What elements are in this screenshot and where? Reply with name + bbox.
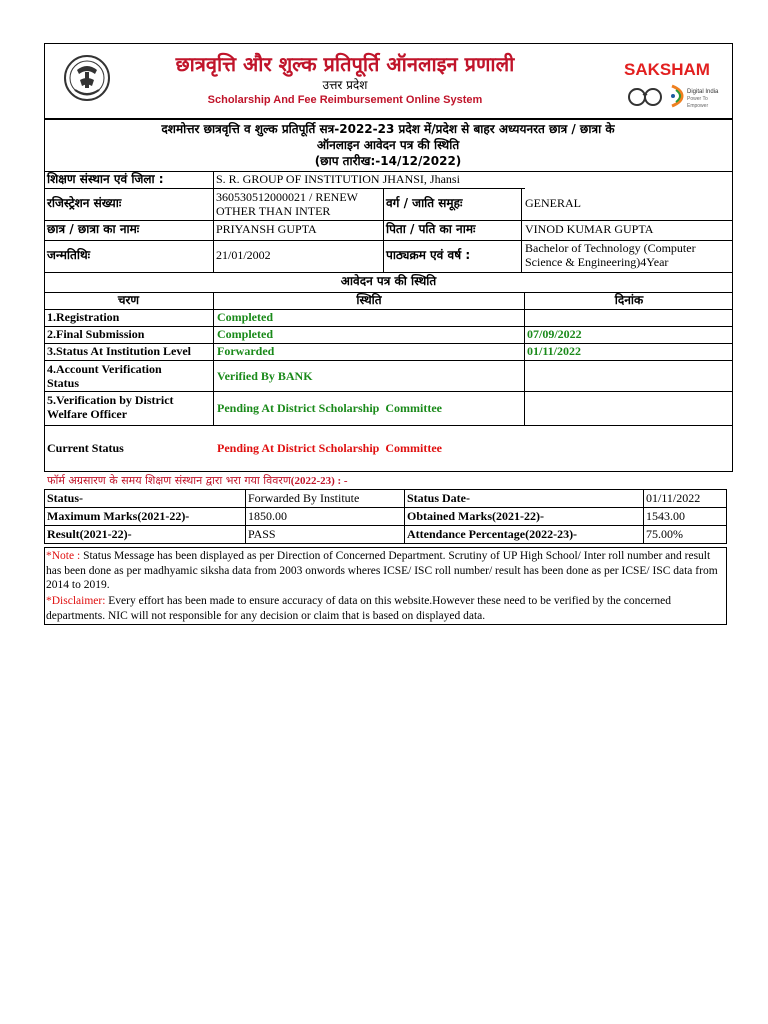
digital-india-text: Digital India [687, 89, 719, 95]
table-row-status: Forwarded [217, 344, 275, 358]
table-row-date [527, 311, 727, 325]
table-row-status: Pending At District Scholarship Committee [217, 401, 442, 415]
table-row-stage-line-2: Status [47, 376, 80, 390]
table-row-status: Completed [217, 327, 273, 341]
institute-section-title-year: (2022-23) : - [290, 475, 348, 487]
category-value: GENERAL [525, 196, 581, 210]
dob-value: 21/01/2002 [216, 248, 271, 262]
saksham-logo: SAKSHAM [624, 60, 710, 79]
header-title-english: Scholarship And Fee Reimbursement Online System [207, 94, 483, 106]
table-row-stage: 2.Final Submission [47, 327, 145, 341]
disclaimer-label: *Disclaimer: [46, 595, 106, 607]
father-name-value: VINOD KUMAR GUPTA [525, 222, 654, 236]
gandhi-glasses-icon [627, 86, 663, 108]
institution-value: S. R. GROUP OF INSTITUTION JHANSI, Jhansi [216, 172, 460, 186]
col-status-header: स्थिति [356, 293, 382, 307]
father-name-label: पिता / पति का नामः [386, 222, 476, 236]
table-row-status: Verified By BANK [217, 369, 313, 383]
category-label: वर्ग / जाति समूहः [386, 196, 463, 210]
current-status-label: Current Status [47, 441, 124, 455]
status-table-title: आवेदन पत्र की स्थिति [340, 274, 437, 288]
registration-value-line-2: OTHER THAN INTER [216, 204, 331, 218]
max-marks-label: Maximum Marks(2021-22)- [47, 509, 190, 523]
obtained-marks-label: Obtained Marks(2021-22)- [407, 509, 544, 523]
disclaimer-paragraph [46, 594, 724, 624]
inst-status-date-value: 01/11/2022 [646, 491, 701, 505]
inst-status-label: Status- [47, 491, 84, 505]
course-value-line-1: Bachelor of Technology (Computer [525, 241, 696, 255]
table-row-date [527, 402, 727, 416]
institution-label: शिक्षण संस्थान एवं जिला : [47, 172, 164, 186]
up-emblem-icon [63, 52, 111, 106]
registration-label: रजिस्ट्रेशन संख्याः [47, 196, 122, 210]
table-row-stage: 3.Status At Institution Level [47, 344, 192, 358]
table-row-stage: 1.Registration [47, 310, 120, 324]
table-row-stage-line-1: 4.Account Verification [47, 362, 162, 376]
table-row-date: 07/09/2022 [527, 327, 582, 341]
registration-value-line-1: 360530512000021 / RENEW [216, 190, 358, 204]
table-row-date: 01/11/2022 [527, 344, 582, 358]
header-state-hindi: उत्तर प्रदेश [322, 78, 368, 92]
table-row-status: Completed [217, 310, 273, 324]
note-text: Status Message has been displayed as per Direction of Concerned Department. Scrutiny of UP High School/ Inter roll number and result has been done as per madhyamic siksha data from 2003 onwords wheres ICSE/ ISC roll number/ result has been done as per ICSE/ ISC data from 2014 to 2019. [46, 550, 718, 591]
course-value-line-2: Science & Engineering)4Year [525, 255, 669, 269]
digital-india-tagline: Power To Empower [687, 96, 709, 109]
institute-section-title-hindi: फॉर्म अग्रसारण के समय शिक्षण संस्थान द्वारा भरा गया विवरण [47, 474, 291, 487]
note-label: *Note : [46, 550, 81, 562]
student-name-value: PRIYANSH GUPTA [216, 222, 317, 236]
col-stage-header: चरण [117, 293, 140, 307]
student-name-label: छात्र / छात्रा का नामः [47, 222, 140, 236]
heading-line-1: दशमोत्तर छात्रवृत्ति व शुल्क प्रतिपूर्ति सत्र-2022-23 प्रदेश में/प्रदेश से बाहर अध्ययनरत छात्र / छात्रा के [161, 122, 615, 136]
note-paragraph [46, 549, 724, 594]
result-value: PASS [248, 527, 276, 541]
institute-section-title [47, 474, 727, 489]
attendance-value: 75.00% [646, 527, 683, 541]
table-row-stage-line-2: Welfare Officer [47, 407, 128, 421]
print-date: (छाप तारीख:-14/12/2022) [314, 154, 462, 168]
table-row-date [527, 370, 727, 384]
current-status-value: Pending At District Scholarship Committee [217, 441, 442, 455]
obtained-marks-value: 1543.00 [646, 509, 685, 523]
attendance-label: Attendance Percentage(2022-23)- [407, 527, 578, 541]
digital-india-icon [668, 84, 686, 108]
result-label: Result(2021-22)- [47, 527, 132, 541]
dob-label: जन्मतिथिः [47, 248, 91, 262]
course-label: पाठ्यक्रम एवं वर्ष : [386, 248, 471, 262]
header-title-hindi: छात्रवृत्ति और शुल्क प्रतिपूर्ति ऑनलाइन प्रणाली [175, 52, 515, 76]
col-date-header: दिनांक [614, 293, 644, 307]
table-row-stage-line-1: 5.Verification by District [47, 393, 174, 407]
heading-line-2: ऑनलाइन आवेदन पत्र की स्थिति [316, 138, 460, 152]
inst-status-date-label: Status Date- [407, 491, 470, 505]
inst-status-value: Forwarded By Institute [248, 491, 360, 505]
disclaimer-text: Every effort has been made to ensure accuracy of data on this website.However these need to be verified by the concerned departments. NIC will not responsible for any decision or claim that is based on displayed data. [46, 595, 672, 622]
max-marks-value: 1850.00 [248, 509, 287, 523]
